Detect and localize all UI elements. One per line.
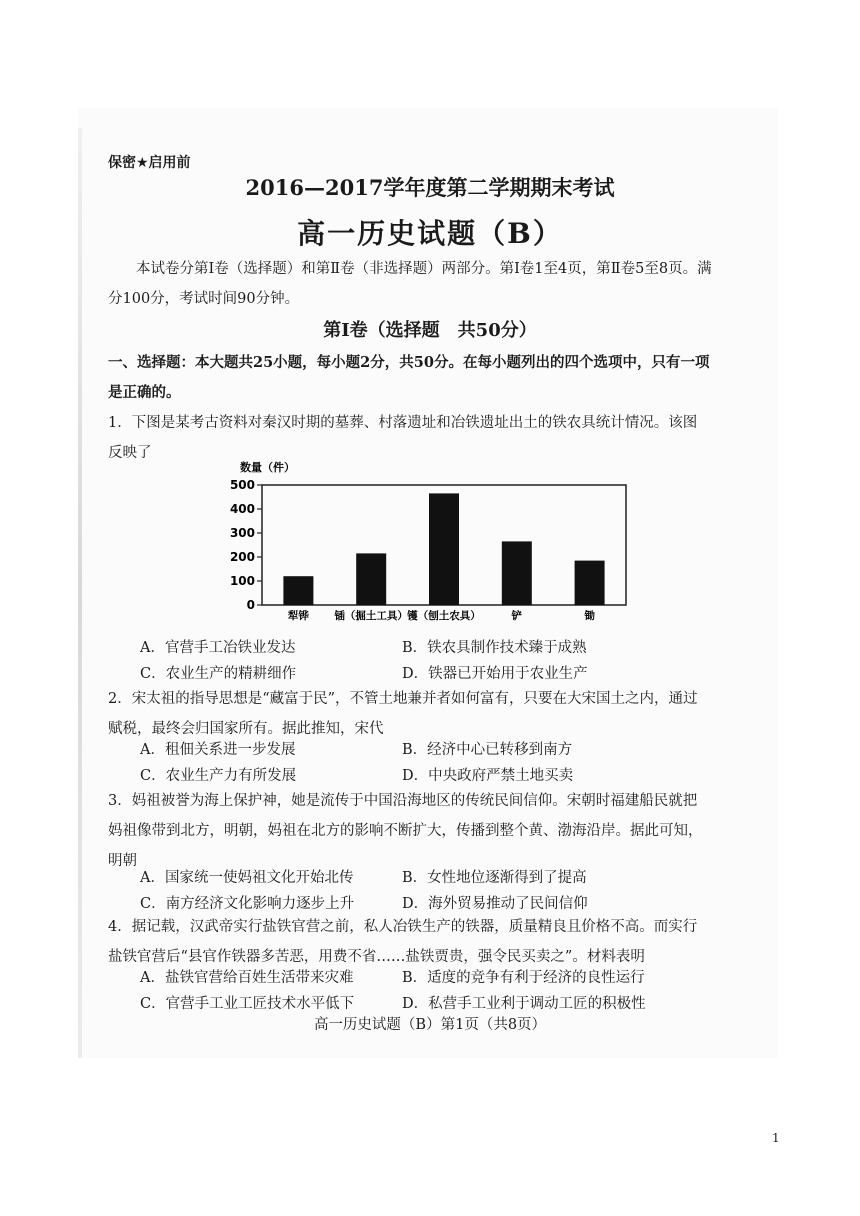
q4-option-c: C．官营手工业工匠技术水平低下 <box>140 996 355 1012</box>
chart-bar <box>575 561 605 605</box>
chart-bar <box>283 576 313 605</box>
question-1-stem: 1．下图是某考古资料对秦汉时期的墓葬、村落遗址和冶铁遗址出土的铁农具统计情况。该图反映了 <box>108 415 698 461</box>
x-category-label: 锸（掘土工具） <box>334 610 408 622</box>
intro-paragraph: 本试卷分第Ⅰ卷（选择题）和第Ⅱ卷（非选择题）两部分。第Ⅰ卷1至4页，第Ⅱ卷5至8页。满分100分，考试时间90分钟。 <box>108 261 712 307</box>
q2-option-a: A．租佃关系进一步发展 <box>140 742 296 758</box>
chart-bar <box>356 553 386 605</box>
y-tick-label: 300 <box>229 526 255 540</box>
question-2-stem: 2．宋太祖的指导思想是“藏富于民”，不管土地兼并者如何富有，只要在大宋国土之内，通过赋税，最终会归国家所有。据此推知，宋代 <box>108 691 698 737</box>
page-footer: 高一历史试题（B）第1页（共8页） <box>313 1017 547 1033</box>
q1-option-c: C．农业生产的精耕细作 <box>140 666 297 682</box>
q2-option-d: D．中央政府严禁土地买卖 <box>402 768 574 784</box>
q4-option-b: B．适度的竞争有利于经济的良性运行 <box>402 970 645 986</box>
y-tick-label: 400 <box>229 502 255 516</box>
exam-title: 2016—2017学年度第二学期期末考试 <box>245 175 615 200</box>
chart-bars <box>283 493 604 605</box>
q1-option-b: B．铁农具制作技术臻于成熟 <box>402 640 587 656</box>
q3-option-c: C．南方经济文化影响力逐步上升 <box>140 896 355 912</box>
page-number: 1 <box>772 1131 780 1145</box>
q3-option-b: B．女性地位逐渐得到了提高 <box>402 870 587 886</box>
x-category-label: 铲 <box>511 610 523 622</box>
q2-option-b: B．经济中心已转移到南方 <box>402 742 573 758</box>
y-tick-label: 0 <box>246 598 255 612</box>
q4-option-a: A．盐铁官营给百姓生活带来灾难 <box>140 970 354 986</box>
subject-title: 高一历史试题（B） <box>297 217 563 250</box>
y-tick-label: 100 <box>229 574 255 588</box>
q3-option-d: D．海外贸易推动了民间信仰 <box>402 896 588 912</box>
chart-bar <box>429 493 459 605</box>
q2-option-c: C．农业生产力有所发展 <box>140 768 297 784</box>
y-tick-label: 500 <box>229 478 255 492</box>
question-4-stem: 4．据记载，汉武帝实行盐铁官营之前，私人冶铁生产的铁器，质量精良且价格不高。而实行盐铁官营后“县官作铁器多苦恶，用费不省……盐铁贾贵，强令民买卖之”。材料表明 <box>108 919 698 965</box>
y-tick-label: 200 <box>229 550 255 564</box>
q1-option-a: A．官营手工冶铁业发达 <box>140 640 296 656</box>
part1-title: 第Ⅰ卷（选择题 共50分） <box>323 320 537 341</box>
x-category-label: 镬（刨土农具） <box>407 610 481 622</box>
chart-x-labels <box>288 609 595 622</box>
q1-option-d: D．铁器已开始用于农业生产 <box>402 666 588 682</box>
confidential-label: 保密★启用前 <box>108 155 191 171</box>
question-3-stem: 3．妈祖被誉为海上保护神，她是流传于中国沿海地区的传统民间信仰。宋朝时福建船民就把妈祖像带到北方，明朝，妈祖在北方的影响不断扩大，传播到整个黄、渤海沿岸。据此可知，明朝 <box>108 793 703 869</box>
x-category-label: 犁铧 <box>287 610 309 622</box>
iron-tools-bar-chart <box>220 455 640 625</box>
q3-option-a: A．国家统一使妈祖文化开始北传 <box>140 870 354 886</box>
chart-y-ticks <box>230 478 262 612</box>
section-instruction: 一、选择题：本大题共25小题，每小题2分，共50分。在每小题列出的四个选项中，只有一项是正确的。 <box>108 354 710 401</box>
chart-bar <box>502 541 532 605</box>
x-category-label: 锄 <box>584 610 595 622</box>
chart-ylabel: 数量（件） <box>240 461 295 474</box>
q4-option-d: D．私营手工业利于调动工匠的积极性 <box>402 996 646 1012</box>
